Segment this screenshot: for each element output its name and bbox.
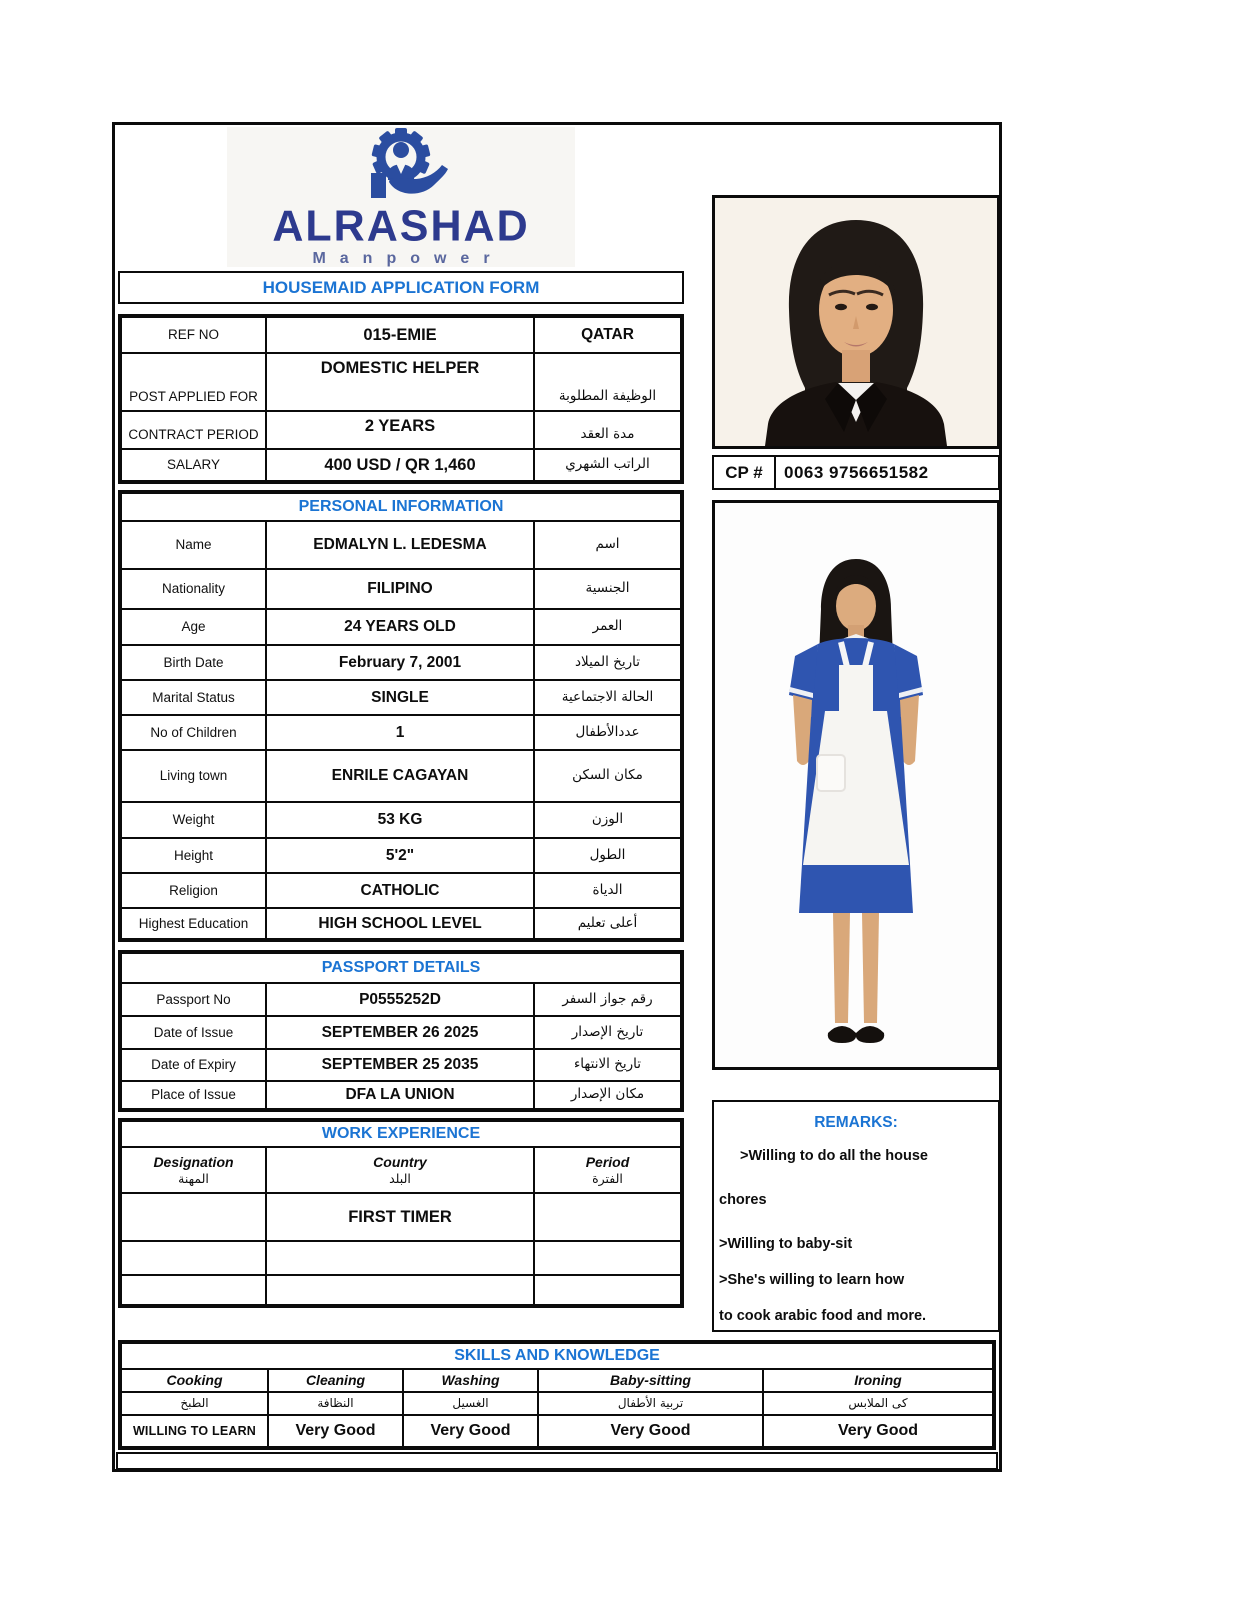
field-value: HIGH SCHOOL LEVEL — [266, 908, 534, 939]
work-column-header — [121, 1147, 266, 1193]
cp-label: CP # — [714, 457, 776, 488]
skill-name: Cleaning — [268, 1369, 403, 1392]
skill-rating: Very Good — [763, 1415, 993, 1447]
field-value: DFA LA UNION — [266, 1081, 534, 1109]
remarks-line: chores — [719, 1192, 767, 1208]
form-title-box — [118, 271, 684, 304]
skill-name-arabic: تربية الأطفال — [538, 1392, 763, 1415]
personal-information-table — [118, 490, 684, 942]
field-note-arabic: الراتب الشهري — [534, 449, 681, 481]
field-value: 015-EMIE — [266, 317, 534, 353]
field-note-arabic: تاريخ الميلاد — [534, 645, 681, 680]
field-note-arabic: الوظيفة المطلوبة — [534, 353, 681, 411]
field-value: 53 KG — [266, 802, 534, 838]
field-note-arabic: الدياة — [534, 873, 681, 908]
cp-value: 0063 9756651582 — [784, 462, 929, 482]
field-value: 2 YEARS — [266, 411, 534, 449]
skill-rating: Very Good — [268, 1415, 403, 1447]
field-note-arabic: الطول — [534, 838, 681, 873]
field-note-arabic: اسم — [534, 521, 681, 569]
work-cell-period — [534, 1241, 681, 1275]
field-note-arabic: العمر — [534, 609, 681, 645]
field-note-arabic: مدة العقد — [534, 411, 681, 449]
skill-name: Baby-sitting — [538, 1369, 763, 1392]
section-title-passport: PASSPORT DETAILS — [121, 953, 681, 983]
field-label: Weight — [121, 802, 266, 838]
field-value: DOMESTIC HELPER — [266, 353, 534, 411]
work-cell-country — [266, 1241, 534, 1275]
work-cell-country: FIRST TIMER — [266, 1193, 534, 1241]
work-cell-designation — [121, 1193, 266, 1241]
applicant-headshot-photo — [712, 195, 1000, 449]
field-value: SEPTEMBER 25 2035 — [266, 1049, 534, 1081]
form-title: HOUSEMAID APPLICATION FORM — [262, 277, 540, 297]
work-cell-designation — [121, 1241, 266, 1275]
field-value: EDMALYN L. LEDESMA — [266, 521, 534, 569]
skill-rating: Very Good — [403, 1415, 538, 1447]
section-title-skills: SKILLS AND KNOWLEDGE — [121, 1343, 993, 1369]
skill-name: Ironing — [763, 1369, 993, 1392]
company-logo — [227, 127, 575, 267]
skills-table — [118, 1340, 996, 1450]
field-label: POST APPLIED FOR — [121, 353, 266, 411]
brand-subtitle: Manpower — [312, 250, 504, 267]
field-label: CONTRACT PERIOD — [121, 411, 266, 449]
work-experience-table — [118, 1118, 684, 1308]
field-label: REF NO — [121, 317, 266, 353]
brand-name: ALRASHAD — [272, 201, 530, 251]
field-note-arabic: الوزن — [534, 802, 681, 838]
field-value: 400 USD / QR 1,460 — [266, 449, 534, 481]
field-label: Religion — [121, 873, 266, 908]
skill-rating: WILLING TO LEARN — [121, 1415, 268, 1447]
skill-name-arabic: كى الملابس — [763, 1392, 993, 1415]
field-label: SALARY — [121, 449, 266, 481]
remarks-line: >Willing to do all the house — [740, 1148, 928, 1164]
applicant-fullbody-photo — [712, 500, 1000, 1070]
field-label: Birth Date — [121, 645, 266, 680]
work-column-header — [534, 1147, 681, 1193]
field-label: Age — [121, 609, 266, 645]
field-note-arabic: مكان السكن — [534, 750, 681, 802]
manpower-agency-icon — [345, 127, 457, 207]
field-value: 24 YEARS OLD — [266, 609, 534, 645]
field-note-arabic: الجنسية — [534, 569, 681, 609]
skill-name-arabic: الغسيل — [403, 1392, 538, 1415]
field-value: FILIPINO — [266, 569, 534, 609]
field-note-arabic: عددالأطفال — [534, 715, 681, 750]
column-label-arabic: المهنة — [178, 1170, 209, 1186]
column-label: Period — [585, 1153, 630, 1170]
field-note-arabic: رقم جواز السفر — [534, 983, 681, 1016]
skill-name: Washing — [403, 1369, 538, 1392]
field-value: February 7, 2001 — [266, 645, 534, 680]
passport-details-table — [118, 950, 684, 1112]
work-column-header — [266, 1147, 534, 1193]
application-header-table — [118, 314, 684, 484]
field-label: Living town — [121, 750, 266, 802]
field-value: CATHOLIC — [266, 873, 534, 908]
field-label: Date of Expiry — [121, 1049, 266, 1081]
column-label-arabic: الفترة — [592, 1170, 623, 1186]
section-title-work: WORK EXPERIENCE — [121, 1121, 681, 1147]
field-value: 5'2" — [266, 838, 534, 873]
skill-rating: Very Good — [538, 1415, 763, 1447]
column-label: Country — [373, 1153, 427, 1170]
field-value: SEPTEMBER 26 2025 — [266, 1016, 534, 1049]
field-label: No of Children — [121, 715, 266, 750]
work-cell-designation — [121, 1275, 266, 1305]
skill-name-arabic: الطبخ — [121, 1392, 268, 1415]
field-value: P0555252D — [266, 983, 534, 1016]
work-cell-period — [534, 1193, 681, 1241]
field-label: Nationality — [121, 569, 266, 609]
remarks-box — [712, 1100, 1000, 1332]
field-label: Passport No — [121, 983, 266, 1016]
field-label: Marital Status — [121, 680, 266, 715]
remarks-title: REMARKS: — [814, 1114, 898, 1131]
column-label: Designation — [153, 1153, 234, 1170]
field-note-arabic: تاريخ الانتهاء — [534, 1049, 681, 1081]
remarks-line: >She's willing to learn how — [719, 1272, 905, 1288]
remarks-line: to cook arabic food and more. — [719, 1308, 927, 1324]
field-note-arabic: الحالة الاجتماعية — [534, 680, 681, 715]
field-label: Name — [121, 521, 266, 569]
work-cell-period — [534, 1275, 681, 1305]
column-label-arabic: البلد — [389, 1170, 411, 1186]
empty-footer-row — [116, 1452, 998, 1470]
cp-number-row — [712, 455, 1000, 490]
field-note-arabic: تاريخ الإصدار — [534, 1016, 681, 1049]
field-value: ENRILE CAGAYAN — [266, 750, 534, 802]
logo-block — [118, 126, 684, 268]
remarks-line: >Willing to baby-sit — [719, 1236, 853, 1252]
work-cell-country — [266, 1275, 534, 1305]
field-note: QATAR — [534, 317, 681, 353]
field-value: SINGLE — [266, 680, 534, 715]
field-note-arabic: مكان الإصدار — [534, 1081, 681, 1109]
field-note-arabic: أعلى تعليم — [534, 908, 681, 939]
field-label: Height — [121, 838, 266, 873]
field-label: Place of Issue — [121, 1081, 266, 1109]
skill-name: Cooking — [121, 1369, 268, 1392]
field-value: 1 — [266, 715, 534, 750]
field-label: Date of Issue — [121, 1016, 266, 1049]
field-label: Highest Education — [121, 908, 266, 939]
skill-name-arabic: النظافة — [268, 1392, 403, 1415]
section-title-personal: PERSONAL INFORMATION — [121, 493, 681, 521]
